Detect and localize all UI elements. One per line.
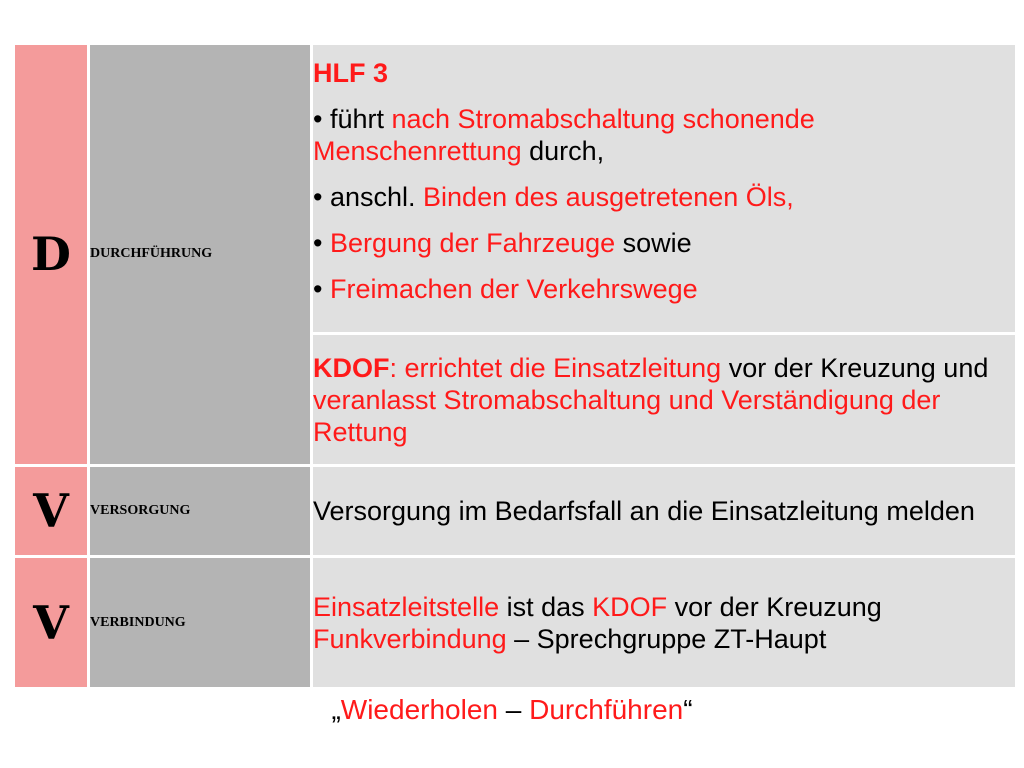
footer-red: Wiederholen <box>340 694 498 725</box>
content-hlf <box>313 45 1015 332</box>
kdof-red-1: errichtet die Einsatzleitung <box>404 352 722 383</box>
footer-dash: – <box>497 694 530 725</box>
letter-v-verbindung: V <box>15 558 87 687</box>
content-verbindung <box>313 558 1015 687</box>
kdof-mid: vor der Kreuzung und <box>721 352 989 383</box>
content-kdof <box>313 335 1015 464</box>
dvv-table <box>12 42 1018 690</box>
label-versorgung: VERSORGUNG <box>90 467 310 555</box>
verbindung-line-2 <box>313 623 1015 655</box>
hlf-b3-post: sowie <box>615 228 692 258</box>
kdof-colon: : <box>389 352 405 383</box>
kdof-red-2: veranlasst Stromabschaltung und Verständigung der Rettung <box>313 384 941 447</box>
footer-motto <box>0 694 1024 726</box>
footer-second: Durchführen <box>529 694 684 725</box>
verbindung-tail: – Sprechgruppe ZT-Haupt <box>506 623 827 654</box>
kdof-title: KDOF <box>313 352 390 383</box>
hlf-b1-post: durch, <box>521 136 605 166</box>
bullet: • <box>313 274 330 304</box>
row-durchfuehrung-hlf <box>15 45 1015 332</box>
bullet: • <box>313 228 330 258</box>
verbindung-red-2: KDOF <box>592 591 668 622</box>
hlf-title: HLF 3 <box>313 58 389 88</box>
hlf-bullet-4 <box>313 273 1015 305</box>
verbindung-red-3: Funkverbindung <box>313 623 507 654</box>
hlf-b4-red: Freimachen der Verkehrswege <box>329 274 698 304</box>
row-versorgung <box>15 467 1015 555</box>
hlf-bullet-1 <box>313 103 1015 167</box>
letter-v-versorgung: V <box>15 467 87 555</box>
letter-d: D <box>15 45 87 464</box>
hlf-b1-pre: führt <box>329 104 392 134</box>
hlf-b2-red: Binden des ausgetretenen Öls, <box>423 182 794 212</box>
footer-open-quote: „ <box>331 694 341 725</box>
verbindung-red-1: Einsatzleitstelle <box>313 591 500 622</box>
verbindung-line-1 <box>313 591 1015 623</box>
bullet: • <box>313 182 330 212</box>
label-durchfuehrung: DURCHFÜHRUNG <box>90 45 310 464</box>
hlf-b1-red: nach Stromabschaltung schonende Menschenrettung <box>313 104 815 166</box>
label-verbindung: VERBINDUNG <box>90 558 310 687</box>
hlf-b2-pre: anschl. <box>329 182 424 212</box>
content-versorgung: Versorgung im Bedarfsfall an die Einsatzleitung melden <box>313 467 1015 555</box>
bullet: • <box>313 104 330 134</box>
verbindung-mid-1: ist das <box>499 591 593 622</box>
row-verbindung <box>15 558 1015 687</box>
hlf-bullet-2 <box>313 181 1015 213</box>
hlf-bullet-3 <box>313 227 1015 259</box>
hlf-b3-red: Bergung der Fahrzeuge <box>329 228 616 258</box>
verbindung-mid-2: vor der Kreuzung <box>667 591 882 622</box>
footer-close-quote: “ <box>683 694 693 725</box>
